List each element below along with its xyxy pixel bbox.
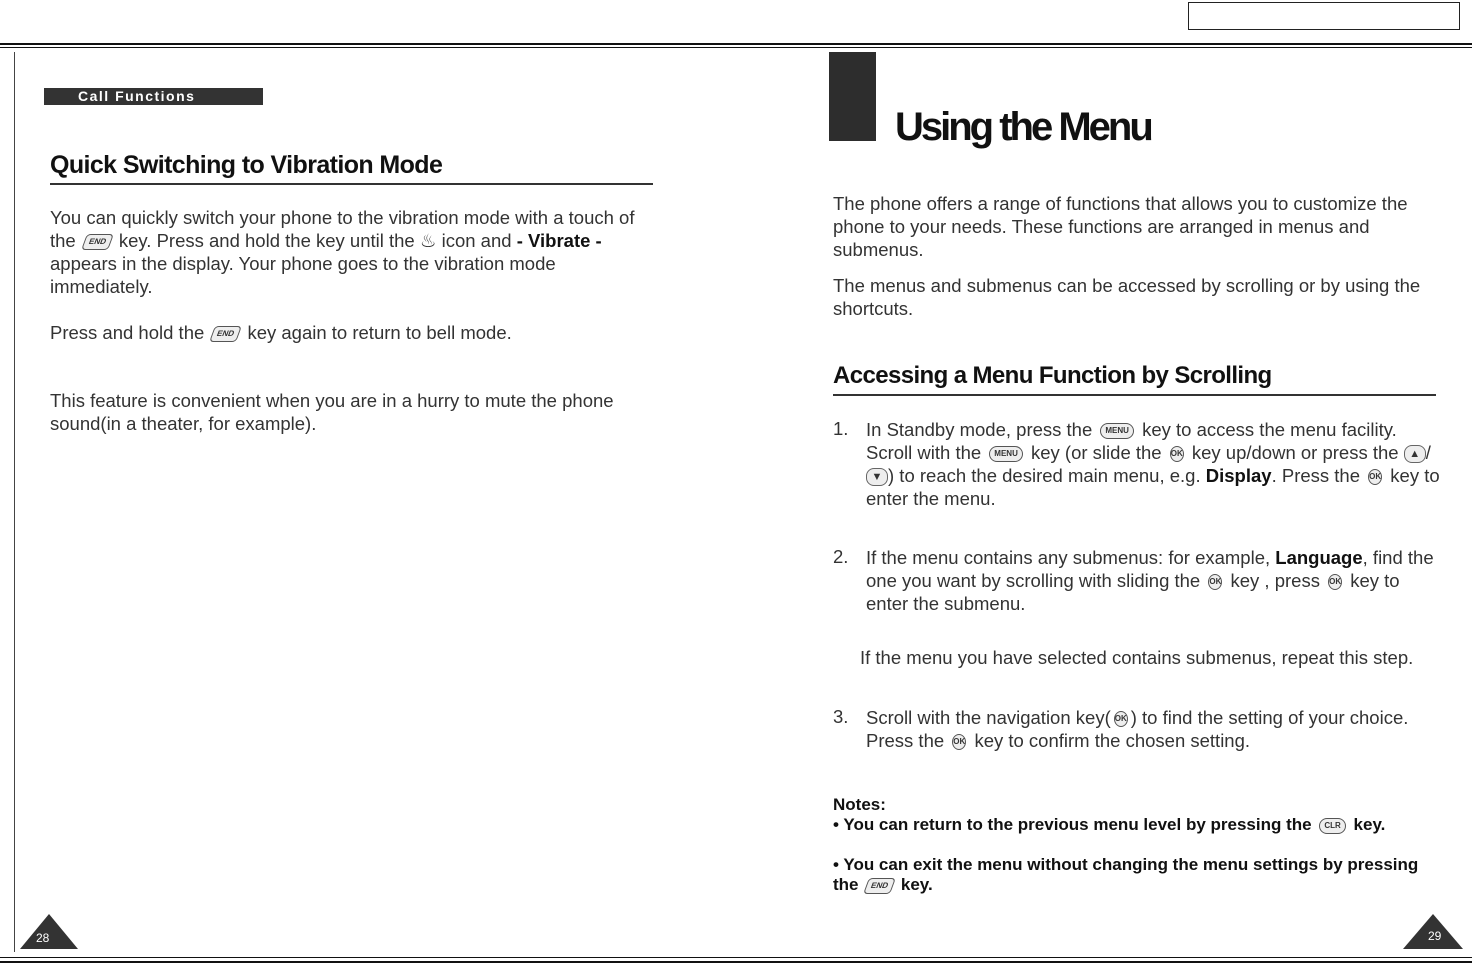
language-label: Language [1275, 547, 1363, 568]
text: If the menu contains any submenus: for example, [866, 547, 1271, 568]
text: key to enter the menu. [866, 465, 1440, 509]
menu-key-icon: MENU [989, 446, 1023, 462]
page-edge-line [14, 52, 15, 952]
step-2 [866, 546, 1441, 615]
text: You can quickly switch your phone to the vibration mode with a touch of the [50, 207, 635, 251]
step-number: 2. [833, 546, 849, 567]
page-number: 28 [36, 931, 50, 945]
heading-rule [833, 394, 1436, 396]
text: key , press [1230, 570, 1320, 591]
vibrate-key-icon: END [81, 234, 114, 250]
vibrate-key-icon: END [210, 326, 243, 342]
step-number: 3. [833, 706, 849, 727]
text: . Press the [1271, 465, 1361, 486]
ok-key-icon: OK [1170, 446, 1184, 462]
vibrate-icon: ♨ [419, 230, 437, 251]
text: , find the one you want by scrolling with sliding the [866, 547, 1434, 591]
end-key-icon: END [863, 878, 896, 894]
text: Press and hold the [50, 322, 205, 343]
step-1 [866, 418, 1441, 510]
top-rule-thin [0, 47, 1472, 48]
text: key. [1353, 815, 1386, 834]
text: icon and [441, 230, 512, 251]
text: appears in the display. Your phone goes to the vibration mode immediately. [50, 253, 556, 297]
note-exit-menu [833, 855, 1443, 895]
step-number: 1. [833, 418, 849, 439]
text: In Standby mode, press the [866, 419, 1093, 440]
page-number: 29 [1428, 929, 1442, 943]
paragraph-return-bell [50, 321, 610, 344]
section-tab: Call Functions [44, 88, 263, 105]
section-heading: Accessing a Menu Function by Scrolling [833, 362, 1272, 389]
heading-rule [50, 183, 653, 185]
text: key up/down or press the [1191, 442, 1399, 463]
page-title: Using the Menu [895, 105, 1151, 149]
up-arrow-key-icon: ▲ [1404, 445, 1426, 463]
text: ) to reach the desired main menu, e.g. [888, 465, 1201, 486]
ok-key-icon: OK [1208, 574, 1222, 590]
bottom-rule-thin [0, 957, 1472, 958]
text: ) to find the setting of your choice. Press the [866, 707, 1409, 751]
text: Scroll with the navigation key( [866, 707, 1111, 728]
ok-key-icon: OK [952, 734, 966, 750]
ok-key-icon: OK [1328, 574, 1342, 590]
ok-key-icon: OK [1368, 469, 1382, 485]
ok-key-icon: OK [1114, 711, 1128, 727]
vibrate-label: - Vibrate - [516, 230, 602, 251]
down-arrow-key-icon: ▼ [866, 468, 888, 486]
header-box [1188, 2, 1460, 30]
bottom-rule [0, 961, 1472, 963]
slash: / [1425, 442, 1431, 463]
notes-title: Notes: [833, 795, 886, 814]
text: • You can return to the previous menu level by pressing the [833, 815, 1312, 834]
top-rule [0, 43, 1472, 45]
paragraph-access: The menus and submenus can be accessed by scrolling or by using the shortcuts. [833, 275, 1421, 319]
step-3 [866, 706, 1441, 752]
text: • You can exit the menu without changing the menu settings by pressing the [833, 855, 1419, 894]
text: key. [900, 875, 933, 894]
step-2-followup: If the menu you have selected contains submenus, repeat this step. [860, 647, 1414, 668]
paragraph-feature-note: This feature is convenient when you are in a hurry to mute the phone sound(in a theater, for example). [50, 390, 614, 434]
display-label: Display [1205, 465, 1272, 486]
text: key. Press and hold the key until the [118, 230, 415, 251]
text: key (or slide the [1031, 442, 1162, 463]
text: key to confirm the chosen setting. [974, 730, 1251, 751]
left-heading: Quick Switching to Vibration Mode [50, 151, 443, 179]
paragraph-intro: The phone offers a range of functions that allows you to customize the phone to your needs. These functions are arranged in menus and submenus. [833, 193, 1408, 260]
clr-key-icon: CLR [1319, 818, 1345, 834]
text: key again to return to bell mode. [247, 322, 512, 343]
text: key to access the menu facility. Scroll with the [866, 419, 1397, 463]
text: key to enter the submenu. [866, 570, 1400, 614]
menu-key-icon: MENU [1100, 423, 1134, 439]
paragraph-vibration-switch [50, 206, 660, 298]
note-previous-level [833, 815, 1443, 835]
chapter-marker [829, 52, 876, 141]
